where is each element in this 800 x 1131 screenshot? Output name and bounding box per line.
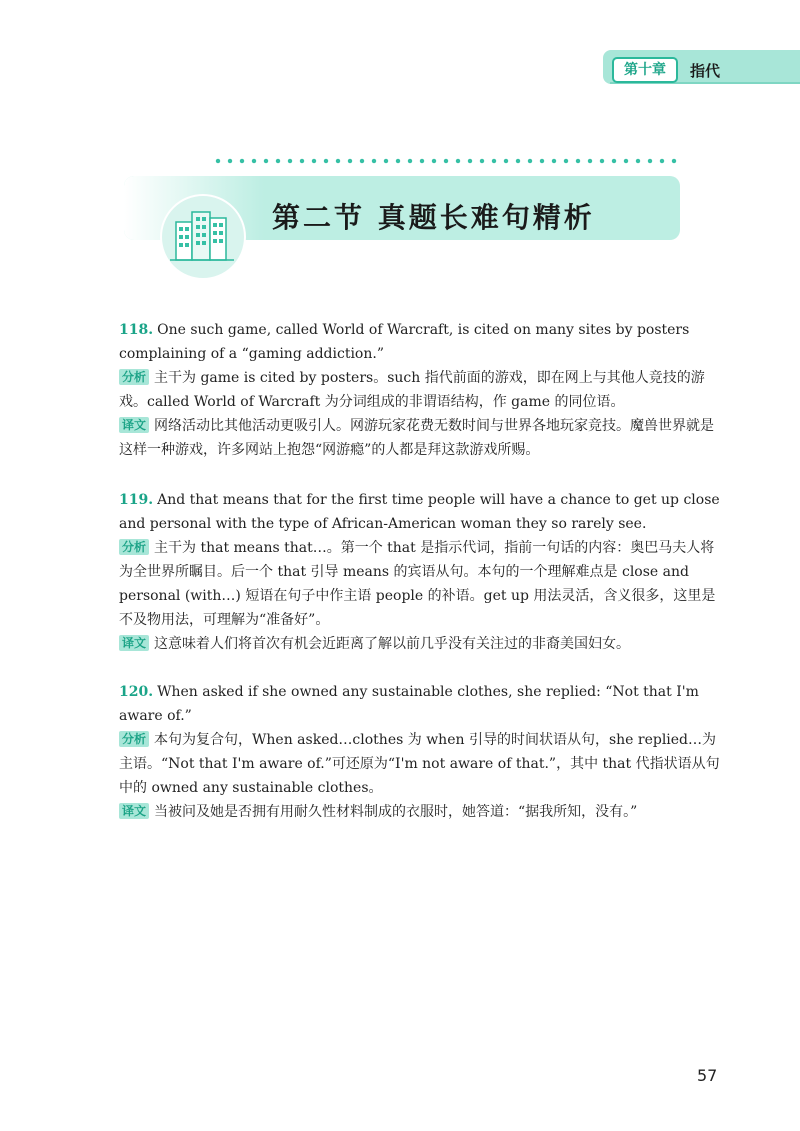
- translation-block: [119, 632, 723, 656]
- analysis-text: 本句为复合句，When asked…clothes 为 when 引导的时间状语从句，she replied…为主语。“Not that I'm aware of.”可还原为“I'm not aware of that.”，其中 that 代指状语从句中的 owned any sustainable clothes。: [119, 732, 720, 796]
- translation-label: 译文: [119, 417, 149, 433]
- analysis-block: [119, 728, 723, 800]
- english-sentence: [119, 488, 723, 536]
- sentence-text: When asked if she owned any sustainable clothes, she replied: “Not that I'm aware of.”: [119, 684, 699, 724]
- section-title: 第二节 真题长难句精析: [272, 201, 595, 234]
- analysis-block: [119, 366, 723, 414]
- translation-label: 译文: [119, 803, 149, 819]
- analysis-label: 分析: [119, 369, 149, 385]
- analysis-text: 主干为 game is cited by posters。such 指代前面的游戏，即在网上与其他人竞技的游戏。called World of Warcraft 为分词组成的非谓语结构，作 game 的同位语。: [119, 370, 705, 410]
- analysis-block: [119, 536, 723, 632]
- translation-block: [119, 414, 723, 462]
- entry-number: 120.: [119, 684, 154, 700]
- translation-text: 网络活动比其他活动更吸引人。网游玩家花费无数时间与世界各地玩家竞技。魔兽世界就是这样一种游戏，许多网站上抱怨“网游瘾”的人都是拜这款游戏所赐。: [119, 418, 715, 458]
- page-number: 57: [697, 1066, 718, 1085]
- translation-block: [119, 800, 723, 824]
- translation-label: 译文: [119, 635, 149, 651]
- sentence-entry-118: [119, 318, 723, 462]
- english-sentence: [119, 318, 723, 366]
- analysis-text: 主干为 that means that…。第一个 that 是指示代词，指前一句话的内容：奥巴马夫人将为全世界所瞩目。后一个 that 引导 means 的宾语从句。本句的一个理解难点是 close and personal (with…) 短语在句子中作主语 people 的补语。get up 用法灵活，含义很多，这里是不及物用法，可理解为“准备好”。: [119, 540, 716, 628]
- translation-text: 这意味着人们将首次有机会近距离了解以前几乎没有关注过的非裔美国妇女。: [154, 636, 631, 652]
- sentence-text: One such game, called World of Warcraft, is cited on many sites by posters complaining of a “gaming addiction.”: [119, 322, 690, 362]
- sentence-entry-119: [119, 488, 723, 656]
- dotted-decoration: [212, 158, 682, 164]
- sentence-text: And that means that for the first time people will have a chance to get up close and personal with the type of African-American woman they so rarely see.: [119, 492, 720, 532]
- analysis-label: 分析: [119, 731, 149, 747]
- chapter-badge: 第十章: [612, 57, 678, 83]
- entry-number: 119.: [119, 492, 154, 508]
- building-icon: [168, 204, 238, 264]
- chapter-title: 指代: [690, 62, 721, 80]
- sentence-entry-120: [119, 680, 723, 824]
- translation-text: 当被问及她是否拥有用耐久性材料制成的衣服时，她答道：“据我所知，没有。”: [154, 804, 638, 820]
- entry-number: 118.: [119, 322, 154, 338]
- analysis-label: 分析: [119, 539, 149, 555]
- english-sentence: [119, 680, 723, 728]
